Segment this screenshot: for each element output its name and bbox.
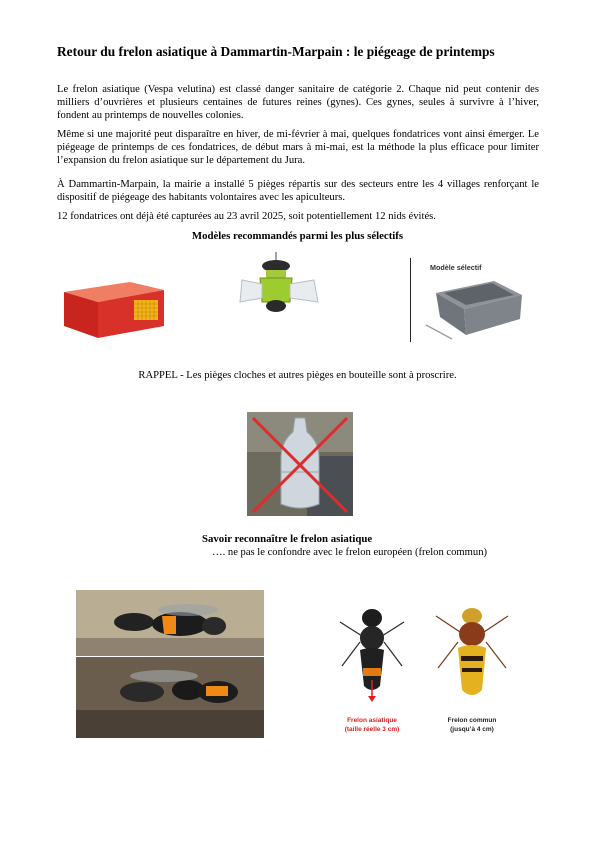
common-hornet-caption: Frelon commun — [447, 717, 497, 724]
captures-paragraph: 12 fondatrices ont déjà été capturées au 23 avril 2025, soit potentiellement 12 nids évités. — [57, 211, 436, 222]
models-heading: Modèles recommandés parmi les plus sélectifs — [191, 230, 404, 242]
separator-line — [410, 258, 411, 342]
hornet-comparison-image — [326, 602, 526, 744]
asian-hornet-caption: Frelon asiatique — [347, 717, 397, 724]
page-title: Retour du frelon asiatique à Dammartin-Marpain : le piégeage de printemps — [57, 44, 495, 59]
common-hornet-size: (jusqu’à 4 cm) — [450, 726, 494, 733]
local-action-paragraph: À Dammartin-Marpain, la mairie a installé 5 pièges répartis sur des secteurs entre les 4 villages renforçant le dispositif de piégeage des habitants volontaires avec les apiculteurs. — [57, 179, 539, 204]
selective-model-label: Modèle sélectif — [430, 263, 482, 272]
hanging-selective-trap-image — [236, 252, 330, 316]
forbidden-bottle-trap-image — [247, 412, 353, 516]
asian-hornet-size: (taille réelle 3 cm) — [344, 726, 400, 733]
asian-hornet-photos — [76, 590, 264, 738]
recognize-heading: Savoir reconnaître le frelon asiatique — [202, 533, 373, 545]
red-box-trap-image — [60, 280, 168, 342]
intro-paragraph: Le frelon asiatique (Vespa velutina) est classé danger sanitaire de catégorie 2. Chaque nid peut contenir des milliers d’ouvrières et plusieurs centaines de futures reines (gynes). Ces gynes, seules à survivre à l’hiver, fondent au printemps de nouvelles colonies. — [57, 84, 539, 122]
reminder-text: RAPPEL - Les pièges cloches et autres pièges en bouteille sont à proscrire. — [138, 370, 457, 381]
spring-trapping-paragraph: Même si une majorité peut disparaître en hiver, de mi-février à mai, quelques fondatrices vont ainsi émerger. Le piégeage de printemps de ces fondatrices, de début mars à mi-mai, est la méthode la plus efficace pour limiter l’expansion du frelon asiatique sur le département du Jura. — [57, 129, 539, 167]
recognize-subheading: …. ne pas le confondre avec le frelon européen (frelon commun) — [212, 547, 488, 558]
